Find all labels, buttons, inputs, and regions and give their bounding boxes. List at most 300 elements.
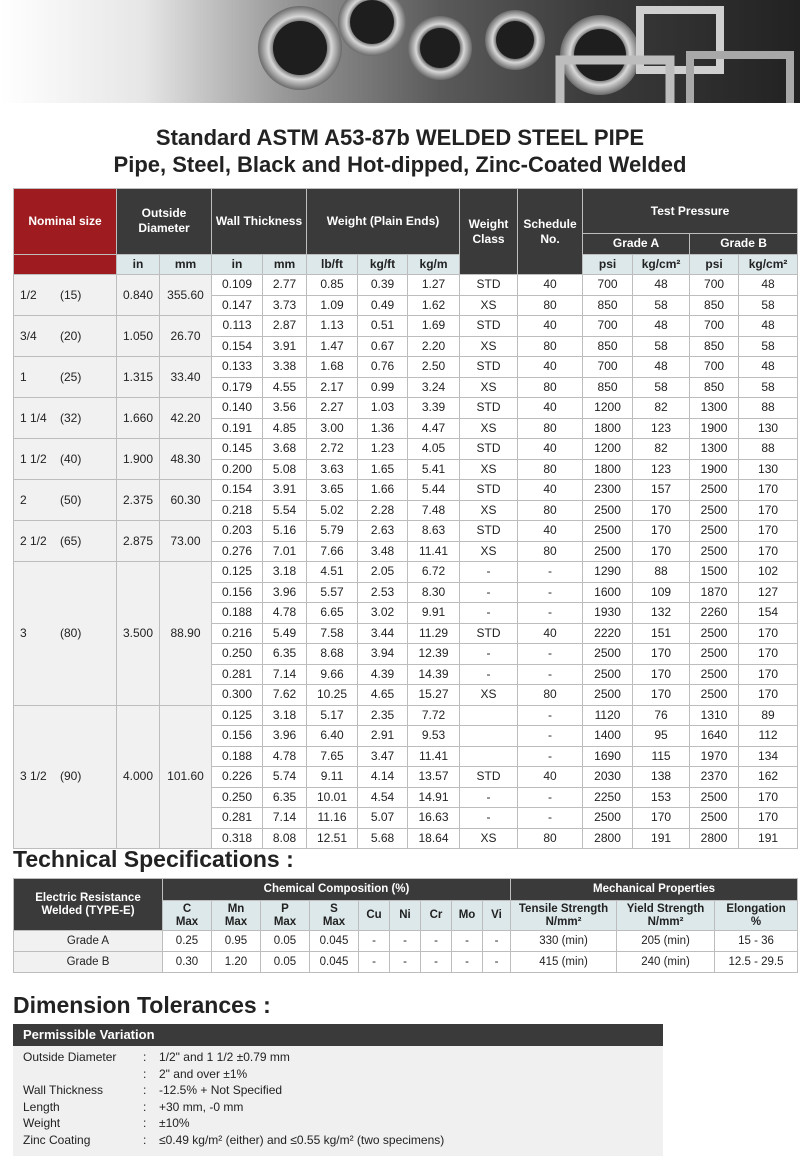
tolerance-value: -12.5% + Not Specified (159, 1083, 283, 1097)
grade-b-psi-cell: 2800 (690, 828, 739, 849)
page-title (0, 124, 800, 178)
kgft-cell: 1.36 (358, 418, 408, 439)
tolerance-rows (13, 1046, 663, 1148)
grade-a-psi-cell: 1200 (583, 398, 633, 419)
wt-in-cell: 0.179 (212, 377, 263, 398)
grade-a-psi-cell: 2030 (583, 767, 633, 788)
wt-mm-cell: 3.56 (263, 398, 307, 419)
tech-value-cell: 0.045 (310, 931, 359, 952)
header-test-pressure: Test Pressure (583, 189, 798, 234)
wt-mm-cell: 4.78 (263, 746, 307, 767)
tolerance-label: Wall Thickness (23, 1083, 104, 1097)
tolerance-row (13, 1099, 663, 1116)
nominal-size-cell (14, 398, 117, 439)
tech-col-name: Cu (366, 909, 382, 921)
grade-a-kgcm2-cell: 115 (633, 746, 690, 767)
grade-b-kgcm2-cell: 58 (739, 336, 798, 357)
grade-b-kgcm2-cell: 89 (739, 705, 798, 726)
grade-b-kgcm2-cell: 170 (739, 787, 798, 808)
od-mm-cell: 48.30 (160, 439, 212, 480)
grade-a-psi-cell: 850 (583, 377, 633, 398)
kgft-cell: 0.51 (358, 316, 408, 337)
table-row (14, 705, 798, 726)
schedule-cell: 80 (518, 377, 583, 398)
chem-comp-header: Chemical Composition (%) (163, 879, 511, 901)
schedule-cell: 80 (518, 295, 583, 316)
tech-col-name: Cr (429, 909, 443, 921)
grade-b-psi-cell: 2500 (690, 808, 739, 829)
wt-mm-cell: 5.08 (263, 459, 307, 480)
unit-kgm: kg/m (408, 254, 460, 275)
weight-class-cell: STD (460, 767, 518, 788)
kgm-cell: 4.47 (408, 418, 460, 439)
grade-b-kgcm2-cell: 48 (739, 316, 798, 337)
weight-class-cell: XS (460, 541, 518, 562)
nominal-size-inch: 2 (20, 492, 27, 507)
lbft-cell: 0.85 (307, 275, 358, 296)
kgft-cell: 5.07 (358, 808, 408, 829)
grade-b-psi-cell: 2500 (690, 685, 739, 706)
grade-b-kgcm2-cell: 134 (739, 746, 798, 767)
grade-a-kgcm2-cell: 170 (633, 664, 690, 685)
weight-class-cell: XS (460, 377, 518, 398)
kgft-cell: 0.67 (358, 336, 408, 357)
grade-b-kgcm2-cell: 58 (739, 377, 798, 398)
nominal-size-inch: 3 1/2 (20, 769, 47, 784)
kgm-cell: 15.27 (408, 685, 460, 706)
grade-b-kgcm2-cell: 48 (739, 275, 798, 296)
tech-table-body (14, 931, 798, 973)
tech-col-name: Ni (399, 909, 411, 921)
header-grade-b: Grade B (690, 234, 798, 255)
wt-in-cell: 0.188 (212, 746, 263, 767)
weight-class-cell: - (460, 562, 518, 583)
unit-psi-a: psi (583, 254, 633, 275)
header-grade-a: Grade A (583, 234, 690, 255)
grade-a-kgcm2-cell: 191 (633, 828, 690, 849)
unit-od-mm: mm (160, 254, 212, 275)
grade-b-psi-cell: 2500 (690, 644, 739, 665)
tech-col-header (421, 901, 452, 931)
grade-b-kgcm2-cell: 170 (739, 685, 798, 706)
wt-mm-cell: 2.87 (263, 316, 307, 337)
tech-col-name: Elongation (726, 902, 786, 915)
grade-a-psi-cell: 2250 (583, 787, 633, 808)
kgm-cell: 5.44 (408, 480, 460, 501)
wt-in-cell: 0.145 (212, 439, 263, 460)
tech-col-header (483, 901, 511, 931)
weight-class-cell: STD (460, 623, 518, 644)
tech-value-cell: - (359, 931, 390, 952)
kgft-cell: 4.65 (358, 685, 408, 706)
tech-col-unit: Max (224, 915, 248, 928)
table-row (14, 931, 798, 952)
grade-a-psi-cell: 1690 (583, 746, 633, 767)
lbft-cell: 2.27 (307, 398, 358, 419)
kgft-cell: 3.48 (358, 541, 408, 562)
grade-a-kgcm2-cell: 170 (633, 541, 690, 562)
wt-in-cell: 0.125 (212, 562, 263, 583)
tech-col-name: Mo (458, 909, 476, 921)
title-line-2: Pipe, Steel, Black and Hot-dipped, Zinc-Coated Welded (113, 152, 687, 177)
wt-in-cell: 0.318 (212, 828, 263, 849)
grade-a-kgcm2-cell: 48 (633, 316, 690, 337)
grade-b-psi-cell: 1900 (690, 418, 739, 439)
table-row (14, 398, 798, 419)
grade-a-kgcm2-cell: 48 (633, 275, 690, 296)
grade-b-psi-cell: 700 (690, 275, 739, 296)
tech-col-header (715, 901, 798, 931)
grade-b-kgcm2-cell: 112 (739, 726, 798, 747)
grade-b-kgcm2-cell: 170 (739, 664, 798, 685)
permissible-variation-title: Permissible Variation (13, 1024, 663, 1046)
schedule-cell: 40 (518, 275, 583, 296)
grade-b-psi-cell: 1500 (690, 562, 739, 583)
tech-value-cell: - (483, 952, 511, 973)
tech-value-cell: 15 - 36 (715, 931, 798, 952)
wt-mm-cell: 3.96 (263, 582, 307, 603)
od-mm-cell: 88.90 (160, 562, 212, 706)
wt-in-cell: 0.250 (212, 787, 263, 808)
grade-b-kgcm2-cell: 127 (739, 582, 798, 603)
schedule-cell: - (518, 644, 583, 665)
tech-col-name: Yield Strength (626, 902, 705, 915)
schedule-cell: - (518, 787, 583, 808)
tolerance-label: Zinc Coating (23, 1132, 91, 1147)
unit-wt-in: in (212, 254, 263, 275)
grade-a-psi-cell: 2220 (583, 623, 633, 644)
lbft-cell: 5.57 (307, 582, 358, 603)
wt-mm-cell: 7.14 (263, 808, 307, 829)
nominal-size-mm: (15) (60, 287, 82, 302)
wt-mm-cell: 3.91 (263, 336, 307, 357)
grade-a-psi-cell: 1120 (583, 705, 633, 726)
lbft-cell: 10.01 (307, 787, 358, 808)
tech-col-header (511, 901, 617, 931)
grade-b-kgcm2-cell: 170 (739, 808, 798, 829)
grade-label-cell: Grade A (14, 931, 163, 952)
grade-a-psi-cell: 700 (583, 316, 633, 337)
wt-in-cell: 0.226 (212, 767, 263, 788)
kgm-cell: 13.57 (408, 767, 460, 788)
nominal-size-cell (14, 480, 117, 521)
tolerance-value: 1/2" and 1 1/2 ±0.79 mm (159, 1050, 290, 1064)
grade-b-kgcm2-cell: 170 (739, 500, 798, 521)
od-in-cell: 1.050 (117, 316, 160, 357)
nominal-size-inch: 1 1/2 (20, 451, 47, 466)
grade-a-psi-cell: 700 (583, 357, 633, 378)
tolerance-value: ≤0.49 kg/m² (either) and ≤0.55 kg/m² (two specimens) (159, 1132, 445, 1147)
schedule-cell: - (518, 664, 583, 685)
lbft-cell: 5.79 (307, 521, 358, 542)
tech-col-header (617, 901, 715, 931)
tolerance-value: +30 mm, -0 mm (159, 1099, 244, 1114)
wt-mm-cell: 7.14 (263, 664, 307, 685)
kgft-cell: 1.03 (358, 398, 408, 419)
wt-in-cell: 0.109 (212, 275, 263, 296)
tech-col-header (310, 901, 359, 931)
title-line-1: Standard ASTM A53-87b WELDED STEEL PIPE (155, 125, 645, 150)
tolerance-colon: : (143, 1132, 147, 1147)
grade-a-kgcm2-cell: 153 (633, 787, 690, 808)
wt-in-cell: 0.125 (212, 705, 263, 726)
wt-in-cell: 0.191 (212, 418, 263, 439)
schedule-cell: 40 (518, 357, 583, 378)
grade-b-kgcm2-cell: 58 (739, 295, 798, 316)
wt-mm-cell: 7.62 (263, 685, 307, 706)
schedule-cell: 40 (518, 398, 583, 419)
schedule-cell: 80 (518, 685, 583, 706)
tech-col-name: P (281, 902, 289, 915)
wt-mm-cell: 5.16 (263, 521, 307, 542)
tech-value-cell: 0.30 (163, 952, 212, 973)
pipe-table-body (14, 275, 798, 849)
grade-b-psi-cell: 1900 (690, 459, 739, 480)
tech-col-header (163, 901, 212, 931)
grade-b-psi-cell: 850 (690, 295, 739, 316)
tolerance-label: Weight (23, 1116, 61, 1130)
lbft-cell: 5.02 (307, 500, 358, 521)
grade-b-kgcm2-cell: 170 (739, 623, 798, 644)
nominal-size-inch: 1/2 (20, 287, 37, 302)
grade-b-kgcm2-cell: 170 (739, 480, 798, 501)
tech-col-name: Tensile Strength (518, 902, 609, 915)
schedule-cell: 80 (518, 418, 583, 439)
grade-a-kgcm2-cell: 170 (633, 521, 690, 542)
tech-value-cell: 205 (min) (617, 931, 715, 952)
tech-value-cell: - (390, 952, 421, 973)
tech-value-cell: 0.045 (310, 952, 359, 973)
lbft-cell: 1.13 (307, 316, 358, 337)
lbft-cell: 7.58 (307, 623, 358, 644)
wt-mm-cell: 3.73 (263, 295, 307, 316)
schedule-cell: 80 (518, 828, 583, 849)
wt-in-cell: 0.218 (212, 500, 263, 521)
schedule-cell: - (518, 582, 583, 603)
tech-col-name: S (330, 902, 338, 915)
tech-spec-heading: Technical Specifications : (13, 846, 294, 872)
wt-mm-cell: 3.91 (263, 480, 307, 501)
grade-b-psi-cell: 2500 (690, 787, 739, 808)
grade-a-psi-cell: 1600 (583, 582, 633, 603)
kgft-cell: 0.76 (358, 357, 408, 378)
erw-header: Electric Resistance Welded (TYPE-E) (14, 879, 163, 931)
schedule-cell: 80 (518, 500, 583, 521)
grade-a-psi-cell: 700 (583, 275, 633, 296)
grade-b-psi-cell: 1870 (690, 582, 739, 603)
grade-label-cell: Grade B (14, 952, 163, 973)
kgft-cell: 2.91 (358, 726, 408, 747)
od-in-cell: 1.900 (117, 439, 160, 480)
wt-in-cell: 0.140 (212, 398, 263, 419)
od-in-cell: 2.875 (117, 521, 160, 562)
wt-mm-cell: 7.01 (263, 541, 307, 562)
nominal-size-inch: 2 1/2 (20, 533, 47, 548)
tech-value-cell: - (483, 931, 511, 952)
schedule-cell: - (518, 705, 583, 726)
grade-a-kgcm2-cell: 76 (633, 705, 690, 726)
tech-value-cell: - (421, 952, 452, 973)
od-in-cell: 0.840 (117, 275, 160, 316)
grade-b-psi-cell: 2500 (690, 500, 739, 521)
tech-value-cell: 12.5 - 29.5 (715, 952, 798, 973)
lbft-cell: 2.72 (307, 439, 358, 460)
grade-a-kgcm2-cell: 48 (633, 357, 690, 378)
kgm-cell: 9.91 (408, 603, 460, 624)
weight-class-cell: XS (460, 828, 518, 849)
lbft-cell: 9.66 (307, 664, 358, 685)
tech-value-cell: 240 (min) (617, 952, 715, 973)
weight-class-cell: - (460, 582, 518, 603)
schedule-cell: 40 (518, 439, 583, 460)
lbft-cell: 2.17 (307, 377, 358, 398)
kgm-cell: 8.30 (408, 582, 460, 603)
grade-a-kgcm2-cell: 138 (633, 767, 690, 788)
grade-b-psi-cell: 2500 (690, 541, 739, 562)
grade-b-psi-cell: 850 (690, 336, 739, 357)
nominal-size-mm: (25) (60, 369, 82, 384)
tolerance-colon: : (143, 1066, 147, 1081)
wt-mm-cell: 8.08 (263, 828, 307, 849)
weight-class-cell (460, 746, 518, 767)
wt-mm-cell: 3.18 (263, 705, 307, 726)
od-mm-cell: 33.40 (160, 357, 212, 398)
lbft-cell: 5.17 (307, 705, 358, 726)
kgft-cell: 5.68 (358, 828, 408, 849)
tech-value-cell: 0.05 (261, 952, 310, 973)
tolerance-colon: : (143, 1116, 147, 1130)
kgft-cell: 4.39 (358, 664, 408, 685)
unit-kgft: kg/ft (358, 254, 408, 275)
weight-class-cell (460, 705, 518, 726)
grade-b-kgcm2-cell: 130 (739, 418, 798, 439)
tolerance-row (13, 1066, 663, 1083)
grade-a-psi-cell: 1290 (583, 562, 633, 583)
lbft-cell: 3.63 (307, 459, 358, 480)
grade-a-kgcm2-cell: 151 (633, 623, 690, 644)
od-in-cell: 4.000 (117, 705, 160, 849)
kgft-cell: 0.49 (358, 295, 408, 316)
tech-value-cell: 0.95 (212, 931, 261, 952)
grade-b-kgcm2-cell: 88 (739, 398, 798, 419)
wt-mm-cell: 2.77 (263, 275, 307, 296)
nominal-size-inch: 3/4 (20, 328, 37, 343)
kgm-cell: 9.53 (408, 726, 460, 747)
header-nominal-blank (14, 254, 117, 275)
tolerance-row (13, 1115, 663, 1132)
kgm-cell: 1.62 (408, 295, 460, 316)
grade-a-psi-cell: 850 (583, 295, 633, 316)
table-row (14, 480, 798, 501)
kgm-cell: 8.63 (408, 521, 460, 542)
wt-in-cell: 0.300 (212, 685, 263, 706)
unit-kgcm2-a: kg/cm² (633, 254, 690, 275)
steel-pipes-illustration (0, 0, 800, 103)
nominal-size-mm: (50) (60, 492, 82, 507)
od-mm-cell: 42.20 (160, 398, 212, 439)
unit-wt-mm: mm (263, 254, 307, 275)
table-row (14, 275, 798, 296)
tech-col-unit: % (750, 915, 762, 928)
wt-mm-cell: 3.68 (263, 439, 307, 460)
kgft-cell: 3.47 (358, 746, 408, 767)
weight-class-cell: - (460, 787, 518, 808)
header-banner-image (0, 0, 800, 103)
kgm-cell: 3.39 (408, 398, 460, 419)
grade-b-psi-cell: 1640 (690, 726, 739, 747)
tech-value-cell: 330 (min) (511, 931, 617, 952)
weight-class-cell: - (460, 664, 518, 685)
schedule-cell: 40 (518, 623, 583, 644)
nominal-size-mm: (32) (60, 410, 82, 425)
od-in-cell: 2.375 (117, 480, 160, 521)
technical-specifications-table (13, 878, 798, 973)
weight-class-cell: STD (460, 398, 518, 419)
grade-a-kgcm2-cell: 123 (633, 418, 690, 439)
kgm-cell: 14.39 (408, 664, 460, 685)
wt-in-cell: 0.200 (212, 459, 263, 480)
od-in-cell: 1.660 (117, 398, 160, 439)
wt-mm-cell: 4.55 (263, 377, 307, 398)
grade-a-kgcm2-cell: 88 (633, 562, 690, 583)
weight-class-cell: STD (460, 480, 518, 501)
lbft-cell: 4.51 (307, 562, 358, 583)
kgm-cell: 11.29 (408, 623, 460, 644)
tech-value-cell: - (359, 952, 390, 973)
weight-class-cell: XS (460, 336, 518, 357)
table-row (14, 316, 798, 337)
lbft-cell: 3.65 (307, 480, 358, 501)
tech-col-name: C (182, 902, 192, 915)
kgft-cell: 3.44 (358, 623, 408, 644)
grade-b-kgcm2-cell: 170 (739, 644, 798, 665)
schedule-cell: 80 (518, 336, 583, 357)
grade-a-kgcm2-cell: 58 (633, 377, 690, 398)
grade-b-psi-cell: 700 (690, 316, 739, 337)
od-in-cell: 3.500 (117, 562, 160, 706)
header-weight-class: Weight Class (460, 189, 518, 275)
grade-a-psi-cell: 2800 (583, 828, 633, 849)
wt-in-cell: 0.281 (212, 808, 263, 829)
lbft-cell: 1.68 (307, 357, 358, 378)
table-row (14, 357, 798, 378)
tolerance-value: ±10% (159, 1116, 190, 1130)
schedule-cell: 40 (518, 521, 583, 542)
kgft-cell: 2.53 (358, 582, 408, 603)
wt-in-cell: 0.281 (212, 664, 263, 685)
wt-mm-cell: 6.35 (263, 644, 307, 665)
lbft-cell: 8.68 (307, 644, 358, 665)
kgm-cell: 6.72 (408, 562, 460, 583)
kgft-cell: 4.54 (358, 787, 408, 808)
grade-b-psi-cell: 700 (690, 357, 739, 378)
unit-kgcm2-b: kg/cm² (739, 254, 798, 275)
tech-col-header (261, 901, 310, 931)
tech-value-cell: - (452, 952, 483, 973)
wt-in-cell: 0.156 (212, 726, 263, 747)
nominal-size-cell (14, 316, 117, 357)
wt-in-cell: 0.203 (212, 521, 263, 542)
wt-mm-cell: 5.54 (263, 500, 307, 521)
kgm-cell: 14.91 (408, 787, 460, 808)
header-wall-thickness: Wall Thickness (212, 189, 307, 255)
nominal-size-cell (14, 357, 117, 398)
tech-col-unit: Max (322, 915, 346, 928)
nominal-size-mm: (20) (60, 328, 82, 343)
od-in-cell: 1.315 (117, 357, 160, 398)
grade-b-kgcm2-cell: 154 (739, 603, 798, 624)
grade-b-psi-cell: 1970 (690, 746, 739, 767)
